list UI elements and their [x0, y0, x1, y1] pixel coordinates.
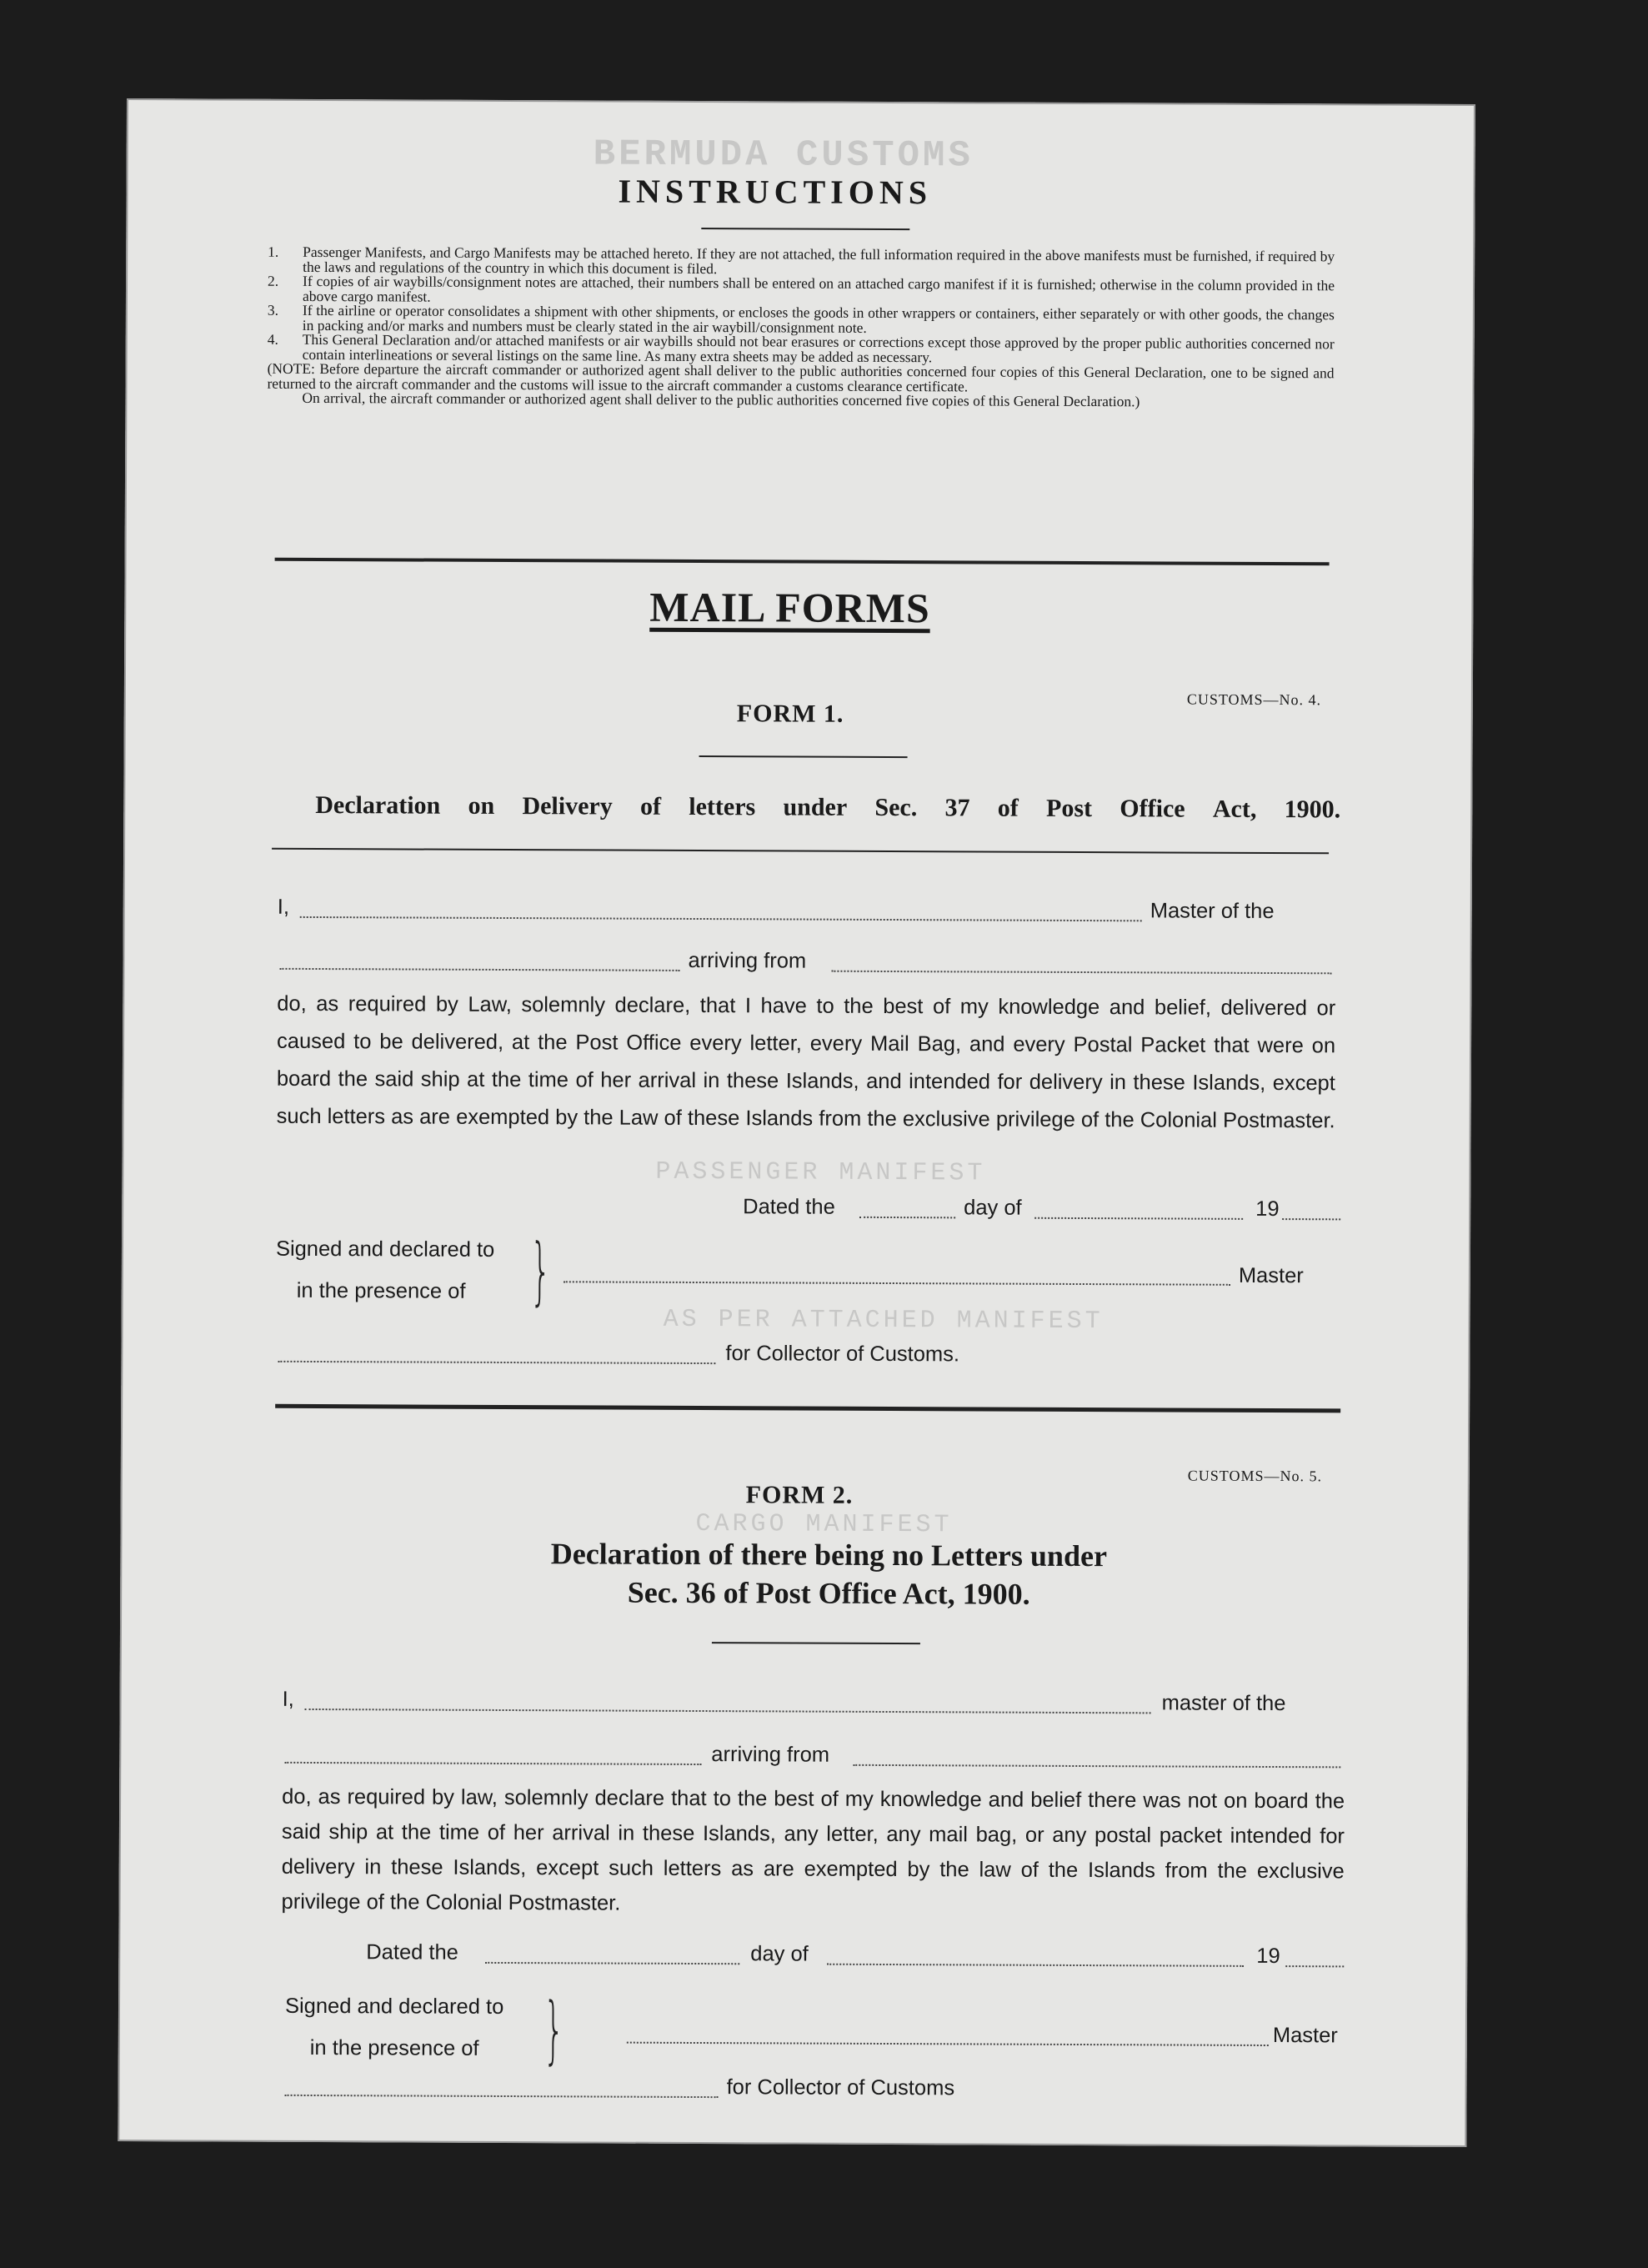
form1-name-field[interactable]	[300, 916, 1142, 921]
instructions-list	[267, 245, 1335, 410]
customs-ref-form1: CUSTOMS—No. 4.	[1186, 690, 1322, 709]
form2-origin-field[interactable]	[853, 1764, 1340, 1769]
customs-ref-form2: CUSTOMS—No. 5.	[1187, 1467, 1323, 1485]
form1-signed-line2: in the presence of	[296, 1278, 466, 1303]
form1-year-field[interactable]	[1282, 1218, 1340, 1220]
instruction-note-arrival: On arrival, the aircraft commander or authorized agent shall deliver to the public authorities concerned five copies of this General Declaration.)	[302, 389, 1140, 410]
form1-paragraph: do, as required by Law, solemnly declare, that I have to the best of my knowledge and belief, delivered or caused to be delivered, at the Post Office every letter, every Mail Bag, and every Postal Packet that were on board the said ship at the time of her arrival in these Islands, and intended for delivery in these Islands, except such letters as are exempted by the Law of these Islands from the exclusive privilege of the Colonial Postmaster.	[276, 991, 1336, 1133]
form2-name-field[interactable]	[305, 1709, 1151, 1714]
brace-icon: }	[529, 1227, 552, 1314]
instruction-item: 1. Passenger Manifests, and Cargo Manifests may be attached hereto. If they are not attached, the full information required in the above manifests must be furnished, if required by the laws and regulations of the country in which this document is filed.	[268, 243, 1335, 277]
instruction-note: (NOTE: Before departure the aircraft commander or authorized agent shall deliver to the public authorities concerned four copies of this General Declaration, one to be signed and returned to the aircraft commander and the customs will issue to the aircraft commander a customs clearance certificate.	[267, 359, 1335, 394]
form2-day-of: day of	[750, 1942, 809, 1966]
form2-year: 19	[1256, 1944, 1280, 1969]
mail-forms-title: MAIL FORMS	[649, 583, 930, 632]
form2-collector-field[interactable]	[285, 2095, 719, 2098]
form2-declaration-title: Declaration of there being no Letters under Sec. 36 of Post Office Act, 1900.	[550, 1537, 1108, 1611]
form1-year: 19	[1255, 1197, 1280, 1222]
form2-master-of-the: master of the	[1161, 1691, 1286, 1716]
form1-heading-rule	[699, 755, 908, 758]
form1-day-of: day of	[964, 1196, 1022, 1220]
form-divider	[275, 1404, 1340, 1413]
form2-month-field[interactable]	[827, 1964, 1244, 1967]
form1-arriving-from: arriving from	[688, 948, 807, 973]
brace-icon: }	[543, 1986, 565, 2073]
form1-master-signature-field[interactable]	[564, 1281, 1230, 1285]
bleed-through-text: AS PER ATTACHED MANIFEST	[663, 1305, 1104, 1337]
form2-day-field[interactable]	[485, 1962, 739, 1964]
instruction-item: 4. This General Declaration and/or attached manifests or air waybills should not bear erasures or corrections except those approved by the proper public authorities concerned nor contain interlineations or several listings on the same line. As many extra sheets may be added as necessary.	[267, 330, 1335, 365]
instructions-title: INSTRUCTIONS	[618, 172, 933, 212]
form1-signed-line1: Signed and declared to	[275, 1237, 495, 1262]
form2-signed-line2: in the presence of	[309, 2035, 479, 2060]
form2-heading: FORM 2.	[745, 1481, 854, 1509]
form1-master-label: Master	[1238, 1263, 1304, 1288]
form1-collector-field[interactable]	[278, 1361, 715, 1364]
form2-i-label: I,	[282, 1687, 294, 1711]
instruction-item: 3. If the airline or operator consolidates a shipment with other shipments, or encloses the goods in other wrappers or containers, either separately or with other goods, the changes in packing and/or marks and numbers must be clearly stated in the air waybill/consignment note.	[267, 301, 1335, 336]
form1-month-field[interactable]	[1034, 1217, 1243, 1220]
form1-i-label: I,	[277, 895, 290, 919]
form1-collector-label: for Collector of Customs.	[725, 1342, 960, 1367]
instruction-item: 2. If copies of air waybills/consignment notes are attached, their numbers shall be entered on an attached cargo manifest if it is furnished; otherwise in the column provided in the above cargo manifest.	[268, 272, 1335, 305]
form1-declaration-title: Declaration on Delivery of letters under Sec. 37 of Post Office Act, 1900.	[315, 790, 1341, 824]
bleed-through-text: BERMUDA CUSTOMS	[593, 133, 974, 178]
section-divider	[275, 558, 1330, 566]
form2-ship-field[interactable]	[284, 1762, 701, 1765]
form2-dated-the: Dated the	[366, 1940, 458, 1964]
form1-dated-the: Dated the	[743, 1195, 835, 1219]
document-page	[118, 98, 1475, 2147]
bleed-through-text: PASSENGER MANIFEST	[655, 1157, 986, 1188]
title-underline	[701, 228, 909, 230]
form1-origin-field[interactable]	[831, 971, 1331, 975]
form2-master-label: Master	[1272, 2024, 1338, 2048]
form1-ship-field[interactable]	[279, 968, 679, 971]
form1-day-field[interactable]	[859, 1217, 955, 1219]
form1-title-rule	[272, 848, 1329, 854]
form2-signed-line1: Signed and declared to	[284, 1994, 504, 2019]
form2-heading-rule	[712, 1642, 920, 1644]
form2-year-field[interactable]	[1285, 1965, 1344, 1967]
form2-paragraph: do, as required by law, solemnly declare that to the best of my knowledge and belief there was not on board the said ship at the time of her arrival in these Islands, any letter, any mail bag, or any postal packet intended for delivery in these Islands, except such letters as are exempted by the law of the Islands from the exclusive privilege of the Colonial Postmaster.	[281, 1784, 1345, 1915]
form1-master-of-the: Master of the	[1150, 899, 1275, 924]
form2-collector-label: for Collector of Customs	[726, 2075, 955, 2100]
form2-arriving-from: arriving from	[711, 1743, 830, 1767]
form2-master-signature-field[interactable]	[627, 2042, 1269, 2046]
form1-heading: FORM 1.	[736, 700, 844, 728]
bleed-through-text: CARGO MANIFEST	[695, 1509, 953, 1540]
